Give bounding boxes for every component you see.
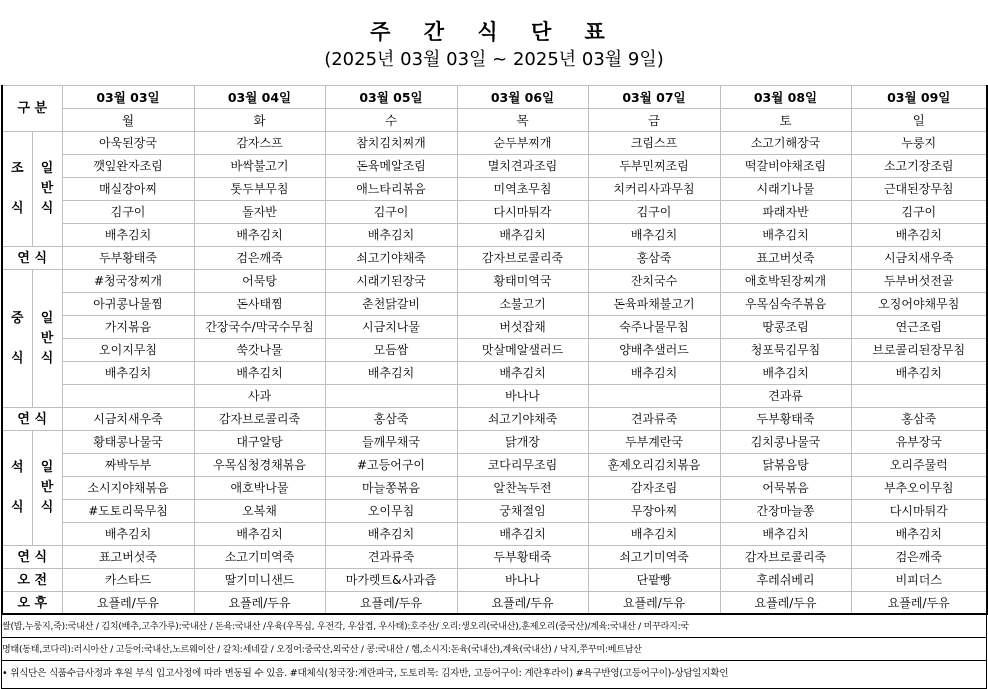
soft-diet-label: 연 식 [2, 247, 62, 270]
weekday-cell: 일 [851, 109, 987, 132]
breakfast-dish: 감자스프 [194, 132, 325, 155]
dinner-dish: 어묵볶음 [720, 477, 851, 500]
lunch-dish: 숙주나물무침 [588, 316, 720, 339]
breakfast-dish: 파래자반 [720, 201, 851, 224]
soft-diet-dish: 시금치새우죽 [851, 247, 987, 270]
dinner-dish: 짜박두부 [62, 454, 194, 477]
lunch-dish [62, 385, 194, 408]
soft-diet-dish: 홍삼죽 [325, 408, 457, 431]
afternoon-snack: 요플레/두유 [457, 592, 588, 615]
dinner-dish: 배추김치 [62, 523, 194, 546]
soft-diet-label: 연 식 [2, 546, 62, 569]
soft-diet-label: 연 식 [2, 408, 62, 431]
dinner-dish: 오복채 [194, 500, 325, 523]
dinner-dish: 우목심청경채볶음 [194, 454, 325, 477]
dinner-dish: 배추김치 [194, 523, 325, 546]
lunch-dish [325, 385, 457, 408]
dinner-dish: 마늘쫑볶음 [325, 477, 457, 500]
dinner-dish: 훈제오리김치볶음 [588, 454, 720, 477]
breakfast-dish: 배추김치 [588, 224, 720, 247]
dinner-dish: 코다리무조림 [457, 454, 588, 477]
soft-diet-dish: 표고버섯죽 [720, 247, 851, 270]
general-diet-label: 일 반 식 [32, 270, 62, 408]
weekday-cell: 월 [62, 109, 194, 132]
weekday-cell: 목 [457, 109, 588, 132]
dinner-label: 석 식 [2, 431, 32, 546]
header-label: 구 분 [2, 86, 62, 132]
dinner-dish: 김치콩나물국 [720, 431, 851, 454]
dinner-dish: 닭개장 [457, 431, 588, 454]
soft-diet-dish: 홍삼죽 [588, 247, 720, 270]
lunch-dish: 배추김치 [720, 362, 851, 385]
soft-diet-dish: 검은깨죽 [851, 546, 987, 569]
dinner-dish: 소시지야채볶음 [62, 477, 194, 500]
morning-snack: 마가렛트&사과즙 [325, 569, 457, 592]
breakfast-dish: 배추김치 [62, 224, 194, 247]
dinner-dish: 애호박나물 [194, 477, 325, 500]
date-cell: 03월 05일 [325, 86, 457, 109]
lunch-dish: 배추김치 [851, 362, 987, 385]
soft-diet-dish: 쇠고기미역죽 [588, 546, 720, 569]
breakfast-dish: 배추김치 [851, 224, 987, 247]
lunch-dish: 바나나 [457, 385, 588, 408]
breakfast-dish: 김구이 [851, 201, 987, 224]
weekday-cell: 수 [325, 109, 457, 132]
lunch-dish [851, 385, 987, 408]
lunch-dish: 버섯잡채 [457, 316, 588, 339]
breakfast-dish: 근대된장무침 [851, 178, 987, 201]
morning-snack: 비피더스 [851, 569, 987, 592]
lunch-dish: 땅콩조림 [720, 316, 851, 339]
date-cell: 03월 08일 [720, 86, 851, 109]
weekly-menu-table [1, 85, 988, 615]
date-cell: 03월 09일 [851, 86, 987, 109]
breakfast-dish: 떡갈비야채조림 [720, 155, 851, 178]
date-range: (2025년 03월 03일 ~ 2025년 03월 9일) [324, 49, 664, 70]
dinner-dish: 배추김치 [457, 523, 588, 546]
general-diet-label: 일 반 식 [32, 431, 62, 546]
morning-snack: 후레쉬베리 [720, 569, 851, 592]
lunch-dish: 아귀콩나물찜 [62, 293, 194, 316]
afternoon-snack: 요플레/두유 [194, 592, 325, 615]
lunch-dish: 어묵탕 [194, 270, 325, 293]
lunch-dish: 두부버섯전골 [851, 270, 987, 293]
breakfast-dish: 배추김치 [457, 224, 588, 247]
soft-diet-dish: 두부황태죽 [62, 247, 194, 270]
lunch-dish: 오징어야채무침 [851, 293, 987, 316]
breakfast-dish: 배추김치 [194, 224, 325, 247]
dinner-dish: 대구알탕 [194, 431, 325, 454]
morning-snack: 단팥빵 [588, 569, 720, 592]
soft-diet-dish: 감자브로콜리죽 [720, 546, 851, 569]
dinner-dish: 궁채절임 [457, 500, 588, 523]
breakfast-dish: 돈육메알조림 [325, 155, 457, 178]
lunch-dish: 청포묵김무침 [720, 339, 851, 362]
breakfast-dish: 멸치견과조림 [457, 155, 588, 178]
soft-diet-dish: 두부황태죽 [457, 546, 588, 569]
breakfast-dish: 바싹불고기 [194, 155, 325, 178]
lunch-dish: 우목심숙주볶음 [720, 293, 851, 316]
afternoon-snack: 요플레/두유 [588, 592, 720, 615]
breakfast-dish: 김구이 [325, 201, 457, 224]
breakfast-dish: 치커리사과무침 [588, 178, 720, 201]
breakfast-dish: 참치김치찌개 [325, 132, 457, 155]
weekday-cell: 화 [194, 109, 325, 132]
dinner-dish: #도토리묵무침 [62, 500, 194, 523]
dinner-dish: 닭볶음탕 [720, 454, 851, 477]
lunch-dish: 배추김치 [457, 362, 588, 385]
dinner-dish: 두부계란국 [588, 431, 720, 454]
lunch-dish: 시금치나물 [325, 316, 457, 339]
afternoon-snack: 요플레/두유 [325, 592, 457, 615]
morning-snack: 카스타드 [62, 569, 194, 592]
date-cell: 03월 06일 [457, 86, 588, 109]
lunch-dish: 돈육파채불고기 [588, 293, 720, 316]
weekday-cell: 토 [720, 109, 851, 132]
date-cell: 03월 07일 [588, 86, 720, 109]
general-diet-label: 일 반 식 [32, 132, 62, 247]
weekday-cell: 금 [588, 109, 720, 132]
breakfast-dish: 깻잎완자조림 [62, 155, 194, 178]
lunch-dish: 연근조림 [851, 316, 987, 339]
date-cell: 03월 03일 [62, 86, 194, 109]
lunch-dish: 배추김치 [325, 362, 457, 385]
soft-diet-dish: 홍삼죽 [851, 408, 987, 431]
soft-diet-dish: 표고버섯죽 [62, 546, 194, 569]
origin-info-line-1: 쌀(밥,누룽지,죽):국내산 / 김치(배추,고추가루):국내산 / 돈육:국내산 /우육(우목심, 우전각, 우삼겹, 우사태):호주산/ 오리:생오리(국내산),훈제오리(중국산)/계육:국내산 / 미꾸라지:국 [2, 622, 689, 632]
afternoon-snack-label: 오 후 [2, 592, 62, 615]
page-title: 주 간 식 단 표 [370, 20, 618, 44]
soft-diet-dish: 두부황태죽 [720, 408, 851, 431]
lunch-label: 중 식 [2, 270, 32, 408]
afternoon-snack: 요플레/두유 [62, 592, 194, 615]
lunch-dish: 잔치국수 [588, 270, 720, 293]
date-cell: 03월 04일 [194, 86, 325, 109]
breakfast-dish: 김구이 [588, 201, 720, 224]
dinner-dish: 다시마튀각 [851, 500, 987, 523]
soft-diet-dish: 시금치새우죽 [62, 408, 194, 431]
dinner-dish: 유부장국 [851, 431, 987, 454]
dinner-dish: 배추김치 [588, 523, 720, 546]
breakfast-dish: 크림스프 [588, 132, 720, 155]
lunch-dish: 배추김치 [194, 362, 325, 385]
afternoon-snack: 요플레/두유 [720, 592, 851, 615]
soft-diet-dish: 쇠고기야채죽 [325, 247, 457, 270]
dinner-dish: 간장마늘쫑 [720, 500, 851, 523]
breakfast-dish: 애느타리볶음 [325, 178, 457, 201]
footer-divider [1, 660, 986, 661]
breakfast-dish: 누룽지 [851, 132, 987, 155]
breakfast-dish: 소고기장조림 [851, 155, 987, 178]
breakfast-dish: 두부민찌조림 [588, 155, 720, 178]
breakfast-dish: 소고기해장국 [720, 132, 851, 155]
lunch-dish: 오이지무침 [62, 339, 194, 362]
dinner-dish: 들깨무채국 [325, 431, 457, 454]
breakfast-dish: 미역초무침 [457, 178, 588, 201]
lunch-dish: 쑥갓나물 [194, 339, 325, 362]
dinner-dish: 배추김치 [851, 523, 987, 546]
lunch-dish: 돈사태찜 [194, 293, 325, 316]
lunch-dish [588, 385, 720, 408]
soft-diet-dish: 견과류죽 [588, 408, 720, 431]
lunch-dish: #청국장찌개 [62, 270, 194, 293]
lunch-dish: 브로콜리된장무침 [851, 339, 987, 362]
lunch-dish: 소불고기 [457, 293, 588, 316]
dinner-dish: 감자조림 [588, 477, 720, 500]
dinner-dish: 오이무침 [325, 500, 457, 523]
lunch-dish: 배추김치 [588, 362, 720, 385]
lunch-dish: 맛살메알샐러드 [457, 339, 588, 362]
lunch-dish: 춘천닭갈비 [325, 293, 457, 316]
dinner-dish: 황태콩나물국 [62, 431, 194, 454]
breakfast-label: 조 식 [2, 132, 32, 247]
lunch-dish: 황태미역국 [457, 270, 588, 293]
breakfast-dish: 매실장아찌 [62, 178, 194, 201]
morning-snack: 바나나 [457, 569, 588, 592]
soft-diet-dish: 쇠고기야채죽 [457, 408, 588, 431]
dinner-dish: 오리주물럭 [851, 454, 987, 477]
lunch-dish: 사과 [194, 385, 325, 408]
lunch-dish: 가지볶음 [62, 316, 194, 339]
breakfast-dish: 순두부찌개 [457, 132, 588, 155]
afternoon-snack: 요플레/두유 [851, 592, 987, 615]
soft-diet-dish: 검은깨죽 [194, 247, 325, 270]
breakfast-dish: 아욱된장국 [62, 132, 194, 155]
breakfast-dish: 다시마튀각 [457, 201, 588, 224]
lunch-dish: 간장국수/막국수무침 [194, 316, 325, 339]
breakfast-dish: 시래기나물 [720, 178, 851, 201]
soft-diet-dish: 소고기미역죽 [194, 546, 325, 569]
menu-notice: • 위식단은 식품수급사정과 후원 부식 입고사정에 따라 변동될 수 있음. #대체식(청국장:계란파국, 도토리묵: 김자반, 고등어구이: 계란후라이) #욕구반영(고등어구이)-상담일지확인 [2, 668, 729, 679]
footer-divider [1, 637, 986, 638]
breakfast-dish: 배추김치 [720, 224, 851, 247]
soft-diet-dish: 견과류죽 [325, 546, 457, 569]
dinner-dish: 무장아찌 [588, 500, 720, 523]
dinner-dish: 알찬녹두전 [457, 477, 588, 500]
soft-diet-dish: 감자브로콜리죽 [457, 247, 588, 270]
lunch-dish: 모듬쌈 [325, 339, 457, 362]
lunch-dish: 애호박된장찌개 [720, 270, 851, 293]
dinner-dish: #고등어구이 [325, 454, 457, 477]
lunch-dish: 견과류 [720, 385, 851, 408]
breakfast-dish: 톳두부무침 [194, 178, 325, 201]
lunch-dish: 배추김치 [62, 362, 194, 385]
origin-info-line-2: 명태(동태,코다리):러시아산 / 고등어:국내산,노르웨이산 / 갈치:세네갈 / 오징어:중국산,외국산 / 콩:국내산 / 햄,소시지:돈육(국내산),계육(국내산) / 낙지,쭈꾸미:베트남산 [2, 645, 642, 655]
breakfast-dish: 배추김치 [325, 224, 457, 247]
dinner-dish: 부추오이무침 [851, 477, 987, 500]
lunch-dish: 시래기된장국 [325, 270, 457, 293]
soft-diet-dish: 감자브로콜리죽 [194, 408, 325, 431]
dinner-dish: 배추김치 [720, 523, 851, 546]
breakfast-dish: 돌자반 [194, 201, 325, 224]
morning-snack-label: 오 전 [2, 569, 62, 592]
dinner-dish: 배추김치 [325, 523, 457, 546]
breakfast-dish: 김구이 [62, 201, 194, 224]
lunch-dish: 양배추샐러드 [588, 339, 720, 362]
morning-snack: 딸기미니샌드 [194, 569, 325, 592]
